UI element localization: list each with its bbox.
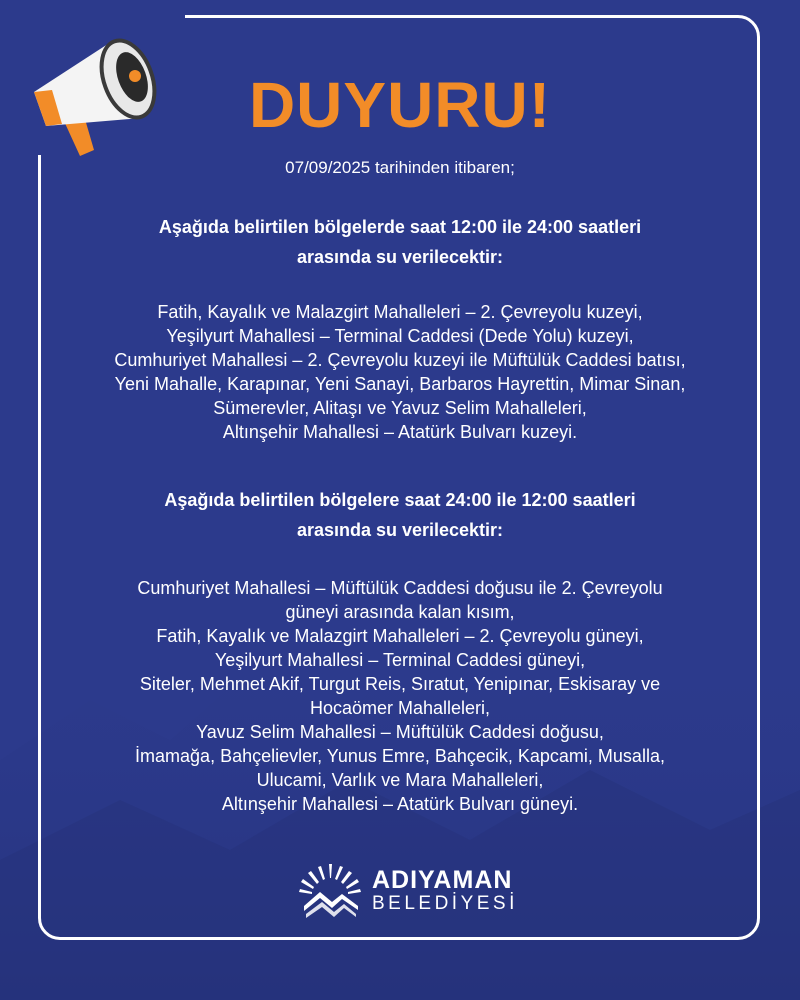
municipality-logo [298, 862, 518, 922]
district-line: Fatih, Kayalık ve Malazgirt Mahalleleri – 2. Çevreyolu kuzeyi, [157, 302, 643, 322]
section-1-heading [50, 212, 750, 272]
district-line: İmamağa, Bahçelievler, Yunus Emre, Bahçecik, Kapcami, Musalla, [135, 746, 665, 766]
district-line: Cumhuriyet Mahallesi – Müftülük Caddesi doğusu ile 2. Çevreyolu [137, 578, 663, 598]
heading-line: arasında su verilecektir: [296, 247, 504, 267]
district-line: Yeni Mahalle, Karapınar, Yeni Sanayi, Barbaros Hayrettin, Mimar Sinan, [114, 374, 686, 394]
page-title: DUYURU! [248, 69, 552, 141]
section-1 [50, 212, 750, 272]
district-line: Hocaömer Mahalleleri, [309, 698, 491, 718]
district-line: Ulucami, Varlık ve Mara Mahalleleri, [256, 770, 544, 790]
logo-name: ADIYAMAN [372, 866, 513, 894]
district-line: Yeşilyurt Mahallesi – Terminal Caddesi (Dede Yolu) kuzeyi, [166, 326, 634, 346]
district-line: Cumhuriyet Mahallesi – 2. Çevreyolu kuzeyi ile Müftülük Caddesi batısı, [114, 350, 686, 370]
district-line: güneyi arasında kalan kısım, [285, 602, 515, 622]
effective-date: 07/09/2025 tarihinden itibaren; [285, 158, 515, 177]
sun-rays-logo-icon [298, 862, 362, 920]
heading-line: Aşağıda belirtilen bölgelerde saat 12:00 ile 24:00 saatleri [158, 217, 642, 237]
heading-line: arasında su verilecektir: [296, 520, 504, 540]
district-line: Fatih, Kayalık ve Malazgirt Mahalleleri – 2. Çevreyolu güneyi, [156, 626, 644, 646]
district-line: Sümerevler, Alitaşı ve Yavuz Selim Mahalleleri, [213, 398, 587, 418]
section-1-list [50, 300, 750, 444]
section-2-list [50, 576, 750, 816]
district-line: Altınşehir Mahallesi – Atatürk Bulvarı kuzeyi. [222, 422, 578, 442]
district-line: Yeşilyurt Mahallesi – Terminal Caddesi güneyi, [214, 650, 586, 670]
section-2 [50, 485, 750, 545]
heading-line: Aşağıda belirtilen bölgelere saat 24:00 ile 12:00 saatleri [164, 490, 636, 510]
district-line: Siteler, Mehmet Akif, Turgut Reis, Sıratut, Yenipınar, Eskisaray ve [139, 674, 661, 694]
section-2-heading [50, 485, 750, 545]
district-line: Altınşehir Mahallesi – Atatürk Bulvarı güneyi. [221, 794, 579, 814]
logo-subtitle: BELEDİYESİ [372, 893, 518, 914]
district-line: Yavuz Selim Mahallesi – Müftülük Caddesi doğusu, [196, 722, 604, 742]
